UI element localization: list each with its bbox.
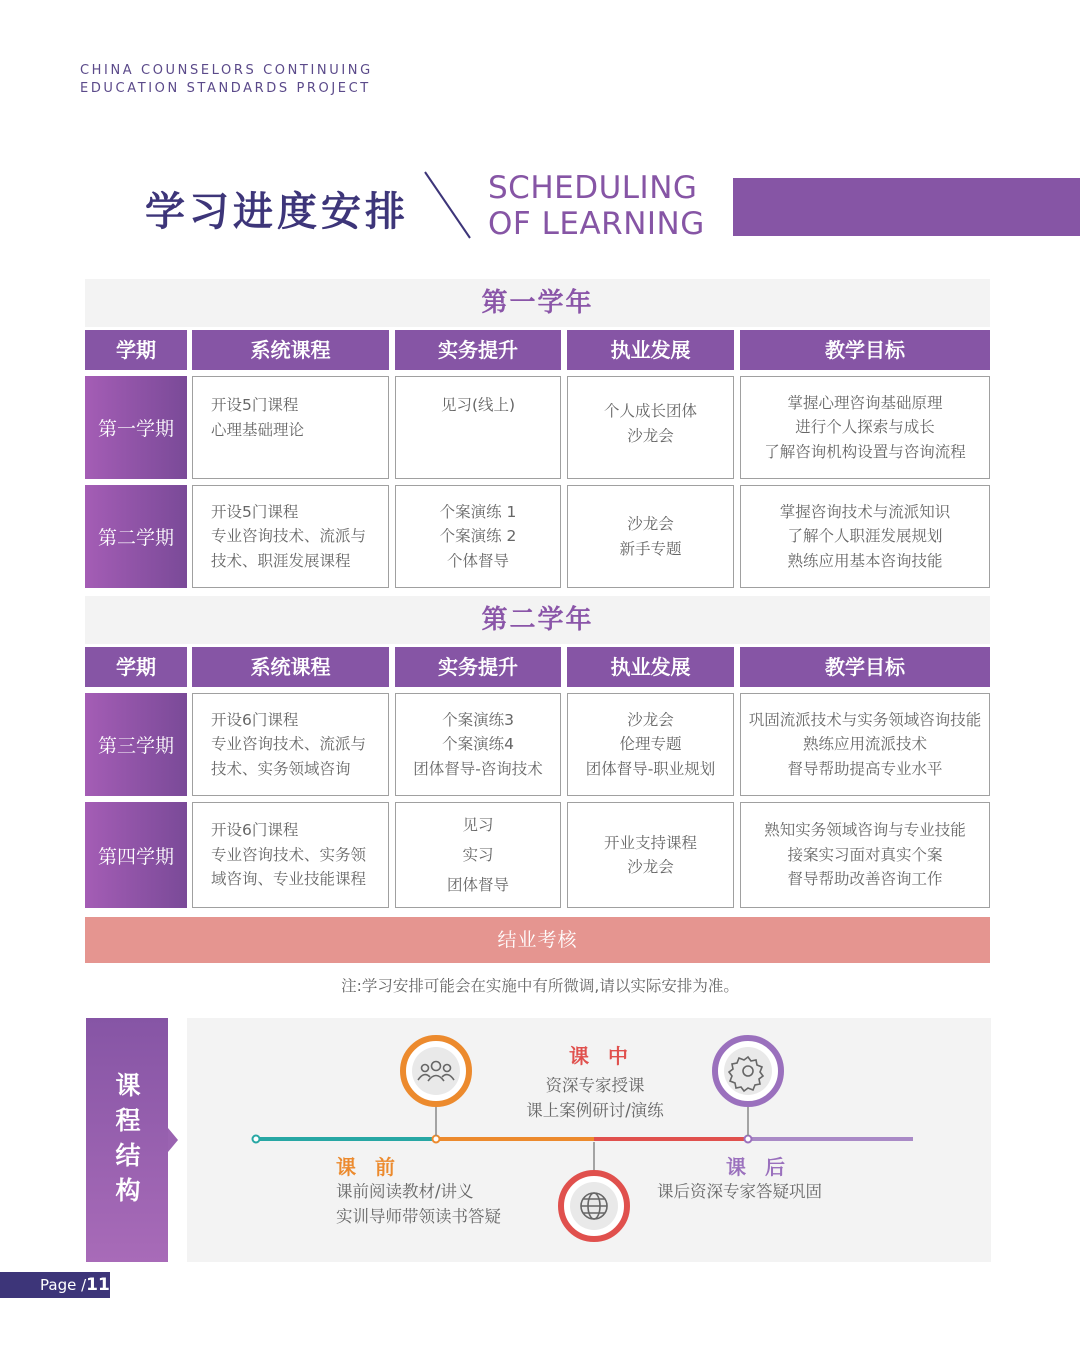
phase-line: 课上案例研讨/演练 bbox=[526, 1101, 664, 1120]
column-header: 执业发展 bbox=[567, 647, 734, 687]
cell-line: 伦理专题 bbox=[619, 735, 682, 754]
cell-line: 开设5门课程 bbox=[211, 396, 299, 414]
cell-line: 个案演练3 bbox=[442, 710, 514, 729]
term-label: 第三学期 bbox=[85, 693, 187, 796]
schedule-note: 注:学习安排可能会在实施中有所微调,请以实际安排为准。 bbox=[341, 977, 739, 995]
cell-line: 技术、职涯发展课程 bbox=[211, 551, 351, 570]
cell-line: 督导帮助提高专业水平 bbox=[787, 759, 943, 778]
timeline-start-dot bbox=[253, 1136, 260, 1143]
page-title-cn: 学习进度安排 bbox=[145, 189, 409, 235]
cell-line: 专业咨询技术、流派与 bbox=[211, 527, 367, 546]
year-title: 第二学年 bbox=[85, 596, 990, 644]
page-label: Page / bbox=[40, 1276, 87, 1294]
column-header: 系统课程 bbox=[192, 330, 389, 370]
timeline-node-after bbox=[745, 1136, 752, 1143]
column-header: 系统课程 bbox=[192, 647, 389, 687]
cell-line: 个人成长团体 bbox=[603, 402, 697, 420]
cell-line: 沙龙会 bbox=[627, 426, 674, 445]
cell-line: 沙龙会 bbox=[627, 858, 674, 876]
cell-line: 沙龙会 bbox=[627, 710, 674, 729]
cell-line: 团体督导-咨询技术 bbox=[413, 759, 543, 778]
cell-line: 沙龙会 bbox=[627, 515, 674, 533]
cell-line: 开设6门课程 bbox=[211, 821, 299, 840]
cell-line: 掌握咨询技术与流派知识 bbox=[779, 502, 951, 521]
cell-line: 专业咨询技术、实务领 bbox=[211, 845, 367, 864]
column-header: 学期 bbox=[85, 330, 187, 370]
phase-during-text bbox=[520, 1073, 670, 1123]
term-label: 第四学期 bbox=[85, 802, 187, 908]
cell-line: 域咨询、专业技能课程 bbox=[211, 870, 367, 889]
column-header: 学期 bbox=[85, 647, 187, 687]
phase-after-title: 课 后 bbox=[726, 1155, 791, 1179]
globe-icon bbox=[561, 1173, 627, 1239]
cell-line: 心理基础理论 bbox=[211, 420, 305, 439]
cell-line: 督导帮助改善咨询工作 bbox=[787, 870, 943, 889]
cell-line: 熟练应用流派技术 bbox=[802, 735, 927, 754]
column-header: 实务提升 bbox=[395, 330, 561, 370]
term-label: 第二学期 bbox=[85, 485, 187, 588]
organization-name-line1: CHINA COUNSELORS CONTINUING bbox=[80, 63, 373, 78]
phase-before-text bbox=[336, 1179, 501, 1229]
cell-line: 专业咨询技术、流派与 bbox=[211, 735, 367, 754]
cell-line: 掌握心理咨询基础原理 bbox=[787, 393, 943, 412]
cell-line: 熟练应用基本咨询技能 bbox=[787, 551, 943, 570]
cell-line: 个案演练 1 bbox=[439, 502, 517, 521]
column-header: 教学目标 bbox=[740, 647, 990, 687]
page-number: 11 bbox=[86, 1275, 110, 1295]
cell-line: 团体督导 bbox=[446, 876, 509, 894]
page-number-tag bbox=[0, 1272, 110, 1298]
phase-line: 资深专家授课 bbox=[545, 1076, 645, 1095]
cell-line: 了解咨询机构设置与咨询流程 bbox=[764, 442, 966, 461]
cell-line: 了解个人职涯发展规划 bbox=[787, 527, 943, 546]
final-exam-bar: 结业考核 bbox=[85, 917, 990, 963]
cell-line: 开设6门课程 bbox=[211, 710, 299, 729]
phase-line: 课后资深专家答疑巩固 bbox=[657, 1182, 822, 1201]
cell-line: 个案演练 2 bbox=[439, 527, 517, 546]
page-title-en-line2: OF LEARNING bbox=[488, 206, 705, 242]
column-header: 执业发展 bbox=[567, 330, 734, 370]
phase-before-title: 课 前 bbox=[336, 1155, 401, 1179]
cell-line: 熟知实务领域咨询与专业技能 bbox=[764, 821, 966, 840]
cell-line: 新手专题 bbox=[619, 539, 682, 558]
year-title: 第一学年 bbox=[85, 279, 990, 327]
cell-line: 接案实习面对真实个案 bbox=[787, 845, 943, 864]
phase-during-title: 课 中 bbox=[569, 1044, 634, 1068]
cell-line: 见习(线上) bbox=[440, 396, 516, 414]
cell-line: 巩固流派技术与实务领域咨询技能 bbox=[748, 710, 982, 729]
phase-line: 实训导师带领读书答疑 bbox=[336, 1207, 501, 1226]
column-header: 教学目标 bbox=[740, 330, 990, 370]
cell-line: 开设5门课程 bbox=[211, 502, 299, 521]
timeline-node-before bbox=[433, 1136, 440, 1143]
organization-name-line2: EDUCATION STANDARDS PROJECT bbox=[80, 81, 371, 96]
cell-line: 团体督导-职业规划 bbox=[585, 759, 716, 778]
cell-line: 技术、实务领域咨询 bbox=[211, 759, 351, 778]
page-title-en-line1: SCHEDULING bbox=[488, 170, 698, 206]
structure-title: 课程结构 bbox=[115, 1071, 141, 1205]
phase-after-text bbox=[657, 1179, 822, 1204]
phase-line: 课前阅读教材/讲义 bbox=[336, 1182, 474, 1201]
term-label: 第一学期 bbox=[85, 376, 187, 479]
cell-line: 个体督导 bbox=[446, 551, 509, 570]
column-header: 实务提升 bbox=[395, 647, 561, 687]
cell-line: 见习 bbox=[462, 816, 494, 834]
cell-line: 个案演练4 bbox=[442, 735, 514, 754]
cell-line: 实习 bbox=[462, 846, 494, 864]
cell-line: 开业支持课程 bbox=[603, 833, 697, 852]
gear-icon bbox=[715, 1038, 781, 1104]
cell-line: 进行个人探索与成长 bbox=[795, 418, 935, 437]
group-icon bbox=[403, 1038, 469, 1104]
